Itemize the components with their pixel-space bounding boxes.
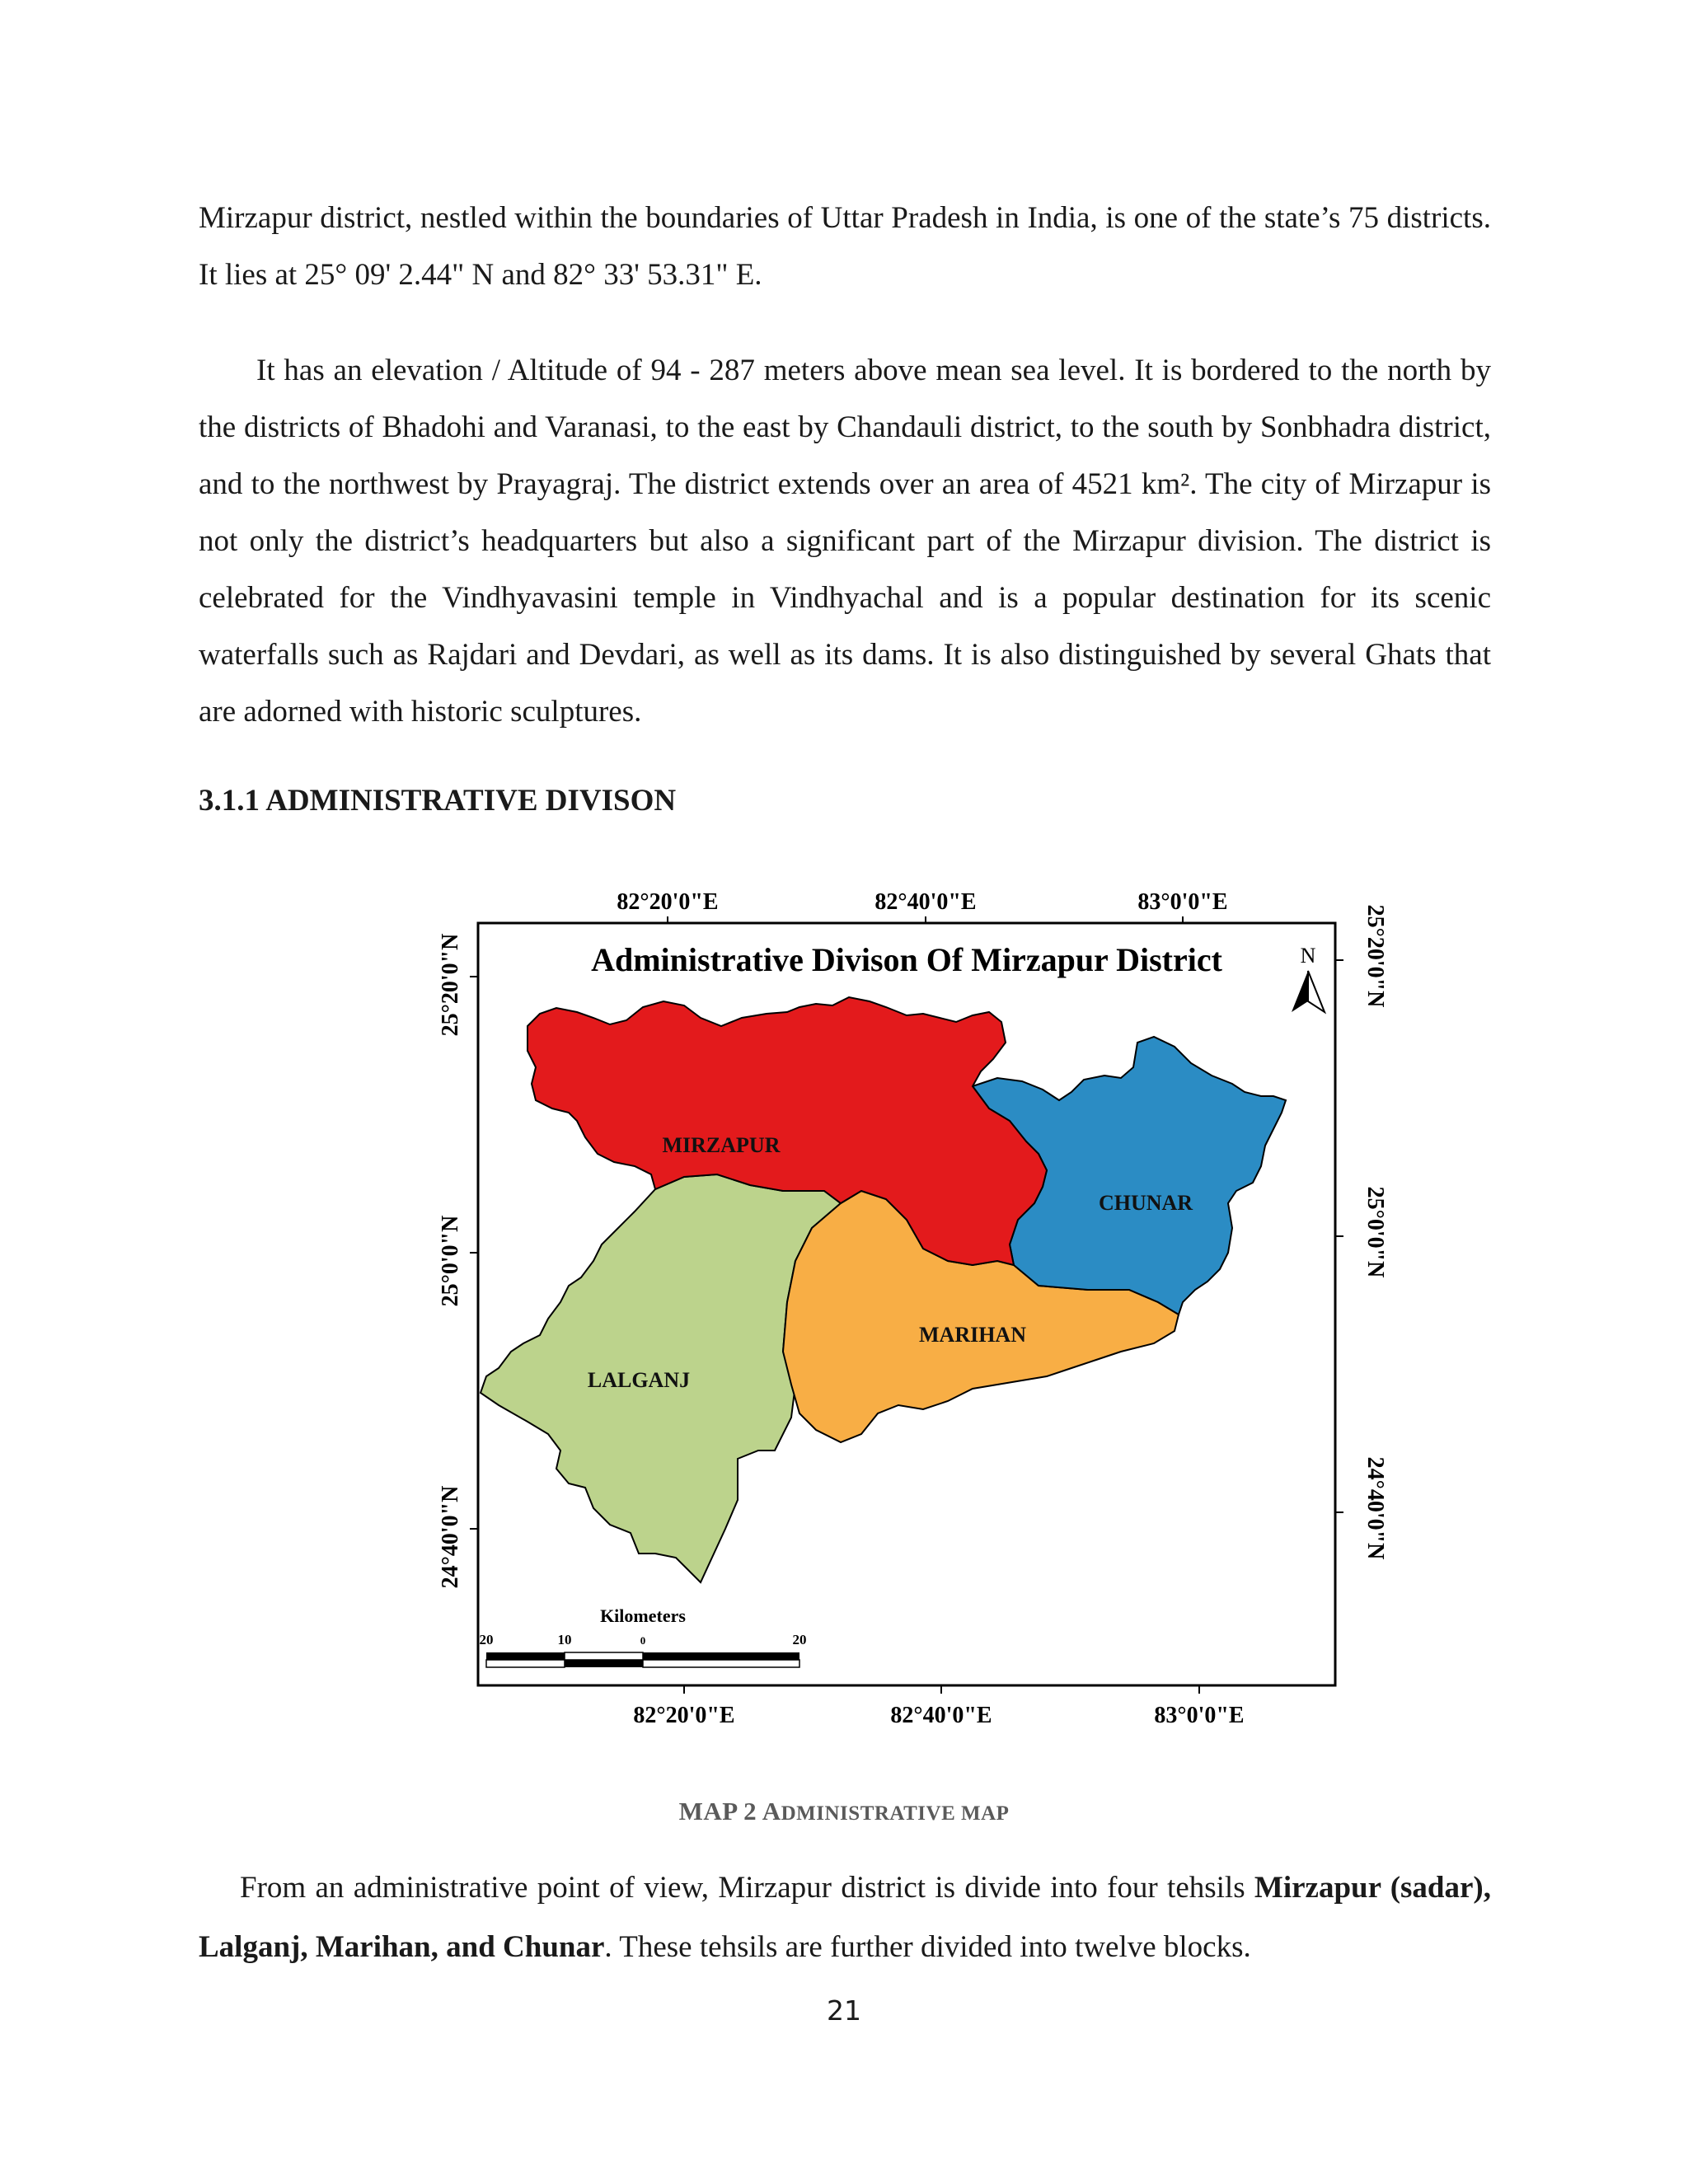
region-label-marihan: MARIHAN [919,1323,1026,1347]
region-label-mirzapur: MIRZAPUR [662,1133,781,1157]
region-label-lalganj: LALGANJ [587,1368,691,1392]
lat-label-right: 25°0'0"N [1362,1186,1388,1278]
scale-tick-label: 0 [640,1634,646,1647]
section-heading: 3.1.1 ADMINISTRATIVE DIVISON [199,784,677,818]
lat-label-left: 25°0'0"N [438,1215,463,1307]
scale-tick-label: 20 [479,1632,494,1647]
scale-tick-label: 10 [557,1632,572,1647]
intro-paragraph: Mirzapur district, nestled within the boundaries of Uttar Pradesh in India, is one of the state’s 75 districts. It lies at 25° 09' 2.44" N and 82° 33' 53.31" E. [199,201,1491,292]
tehsil-tail: . These tehsils are further divided into twelve blocks. [604,1930,1251,1964]
region-label-chunar: CHUNAR [1098,1191,1193,1215]
scale-tick-label: 20 [792,1632,807,1647]
lon-label-top: 82°40'0"E [874,889,977,915]
lat-label-left: 25°20'0"N [438,933,463,1037]
lon-label-bottom: 82°20'0"E [633,1703,735,1728]
caption-text: DMINISTRATIVE MAP [781,1802,1010,1825]
page-number: 21 [827,1994,861,2027]
tehsil-paragraph [199,1858,1491,1977]
map-title: Administrative Divison Of Mirzapur District [591,941,1222,978]
lon-label-top: 82°20'0"E [617,889,719,915]
location-paragraph: It has an elevation / Altitude of 94 - 287 meters above mean sea level. It is bordered to the north by the districts of Bhadohi and Varanasi, to the east by Chandauli district, to the south by Sonbhadra district, and to the northwest by Prayagraj. The district extends over an area of 4521 km². The city of Mirzapur is not only the district’s headquarters but also a significant part of the Mirzapur division. The district is celebrated for the Vindhyavasini temple in Vindhyachal and is a popular destination for its scenic waterfalls such as Rajdari and Devdari, as well as its dams. It is also distinguished by several Ghats that are adorned with historic sculptures. [199,354,1491,729]
lon-label-bottom: 83°0'0"E [1154,1703,1245,1728]
tehsil-lead: From an administrative point of view, Mirzapur district is divide into four tehsils [240,1871,1254,1905]
scale-bar-unit: Kilometers [600,1605,686,1626]
lon-label-bottom: 82°40'0"E [890,1703,992,1728]
caption-prefix: MAP 2 A [678,1797,781,1825]
tehsil-names: Mirzapur (sadar), Lalganj, Marihan, and Chunar [199,1871,1491,1964]
administrative-map [412,874,1393,1747]
lon-label-top: 83°0'0"E [1137,889,1228,915]
lat-label-left: 24°40'0"N [438,1485,463,1589]
lat-label-right: 25°20'0"N [1362,904,1388,1008]
lat-label-right: 24°40'0"N [1362,1456,1388,1560]
north-label: N [1300,944,1316,968]
map-svg [412,874,1393,1747]
figure-caption [0,1797,1688,1826]
